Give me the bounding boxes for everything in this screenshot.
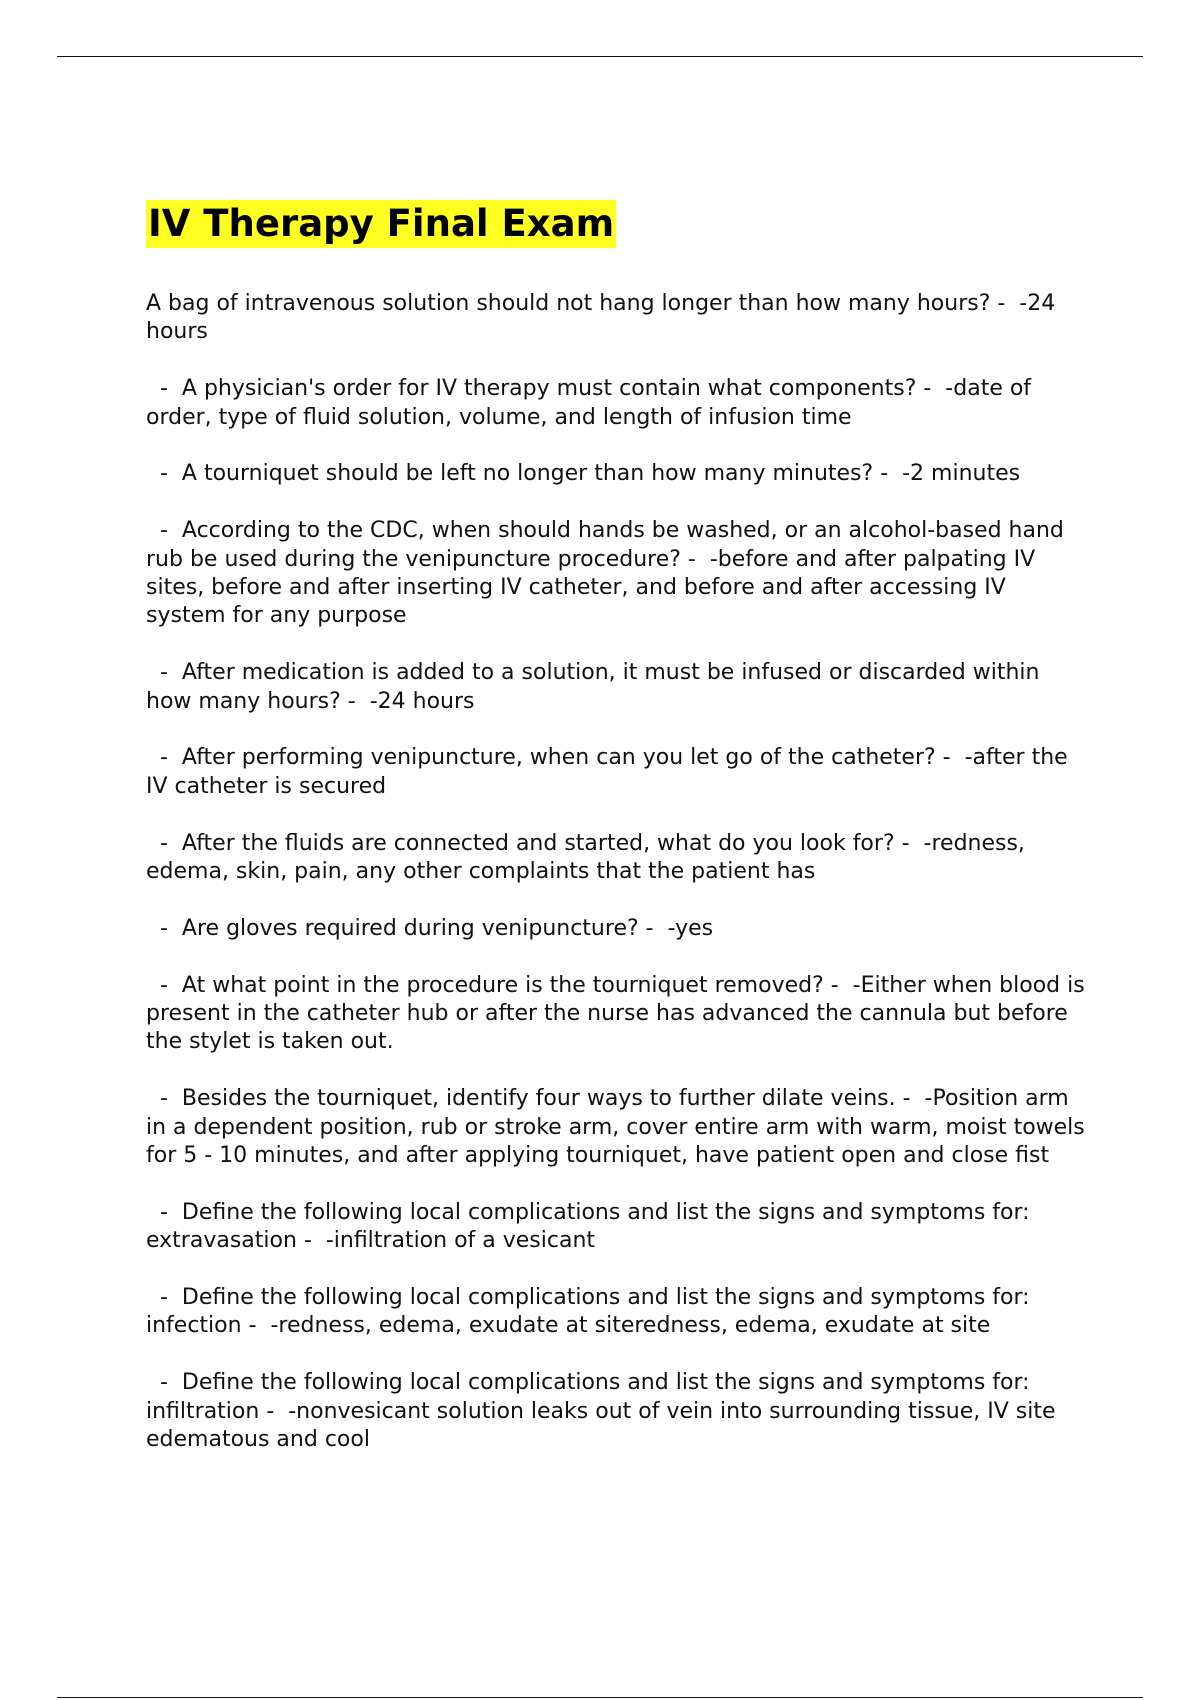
question-item: - A tourniquet should be left no longer than how many minutes? - -2 minutes (146, 461, 1021, 487)
question-item: - Define the following local complications and list the signs and symptoms for: infiltration - -nonvesicant solution leaks out of vein into surrounding tissue, IV site edematous and cool (146, 1370, 1063, 1453)
question-item: - Define the following local complications and list the signs and symptoms for: infection - -redness, edema, exudate at siteredness, edema, exudate at site (146, 1285, 1037, 1339)
header-rule (57, 56, 1143, 57)
question-item: A bag of intravenous solution should not hang longer than how many hours? - -24 hours (146, 291, 1063, 345)
document-title: IV Therapy Final Exam (146, 200, 616, 248)
question-item: - According to the CDC, when should hands be washed, or an alcohol-based hand rub be used during the venipuncture procedure? - -before and after palpating IV sites, before and after inserting IV catheter, and before and after accessing IV system for any purpose (146, 518, 1071, 629)
question-item: - After medication is added to a solution, it must be infused or discarded within how many hours? - -24 hours (146, 660, 1047, 714)
question-item: - Are gloves required during venipuncture? - -yes (146, 915, 714, 941)
question-item: - After performing venipuncture, when can you let go of the catheter? - -after the IV catheter is secured (146, 745, 1075, 799)
question-item: - Define the following local complications and list the signs and symptoms for: extravasation - -infiltration of a vesicant (146, 1199, 1037, 1254)
question-item: - At what point in the procedure is the tourniquet removed? - -Either when blood is present in the catheter hub or after the nurse has advanced the cannula but before the stylet is taken out. (146, 972, 1092, 1055)
document-body (146, 200, 1092, 1483)
question-list (146, 290, 1092, 1454)
question-item: - After the fluids are connected and started, what do you look for? - -redness, edema, skin, pain, any other complaints that the patient has (146, 830, 1032, 885)
question-item: - Besides the tourniquet, identify four ways to further dilate veins. - -Position arm in a dependent position, rub or stroke arm, cover entire arm with warm, moist towels for 5 - 10 minutes, and after applying tourniquet, have patient open and close fist (146, 1086, 1092, 1169)
question-item: - A physician's order for IV therapy must contain what components? - -date of order, type of fluid solution, volume, and length of infusion time (146, 376, 1039, 430)
footer-rule (57, 1697, 1143, 1698)
